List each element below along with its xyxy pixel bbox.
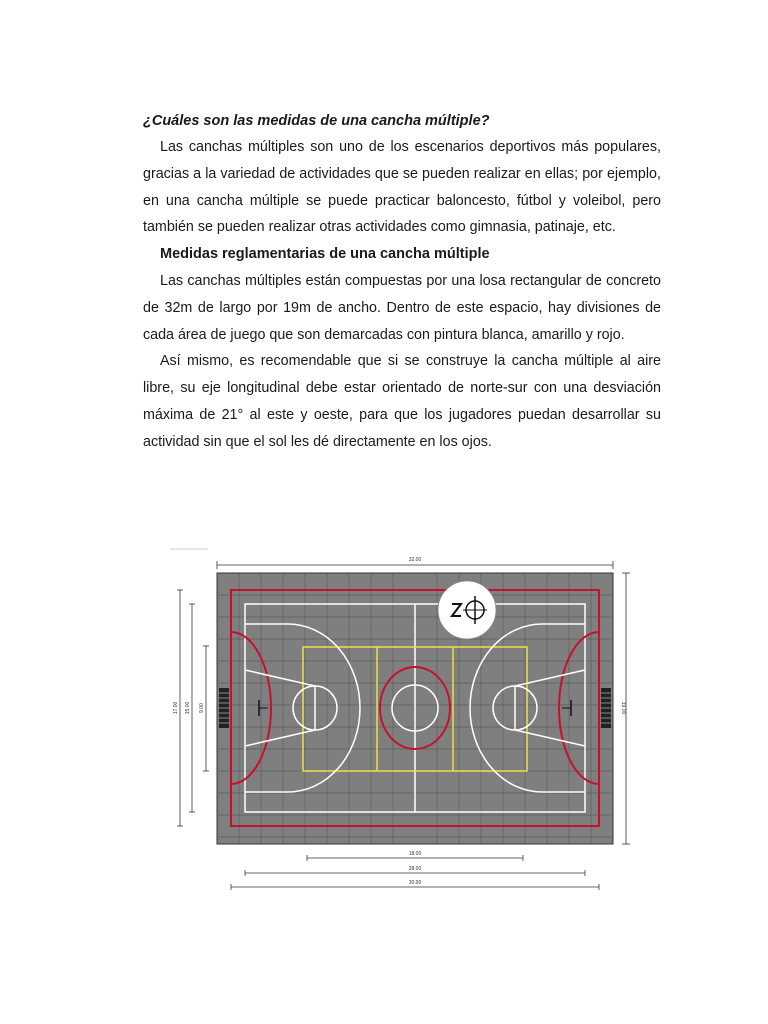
paragraph-intro: Las canchas múltiples son uno de los escenarios deportivos más populares, gracias a la variedad de actividades que se pueden realizar en ellas; por ejemplo, en una cancha múltiple se puede practicar baloncesto, fútbol y voleibol, pero también se pueden realizar otras actividades como gimnasia, patinaje, etc. (143, 139, 661, 236)
dimension-bottom-2-label: 28.00 (408, 866, 422, 872)
dimension-bottom-3-label: 30.00 (408, 880, 422, 886)
paragraph-orientation: Así mismo, es recomendable que si se construye la cancha múltiple al aire libre, su eje longitudinal debe estar orientado de norte-sur con una desviación máxima de 21° al este y oeste, para que los jugadores puedan desarrollar su actividad sin que el sol les dé directamente en los ojos. (143, 353, 661, 450)
right-goal (601, 688, 611, 728)
dimension-left-mid-label: 15.00 (185, 701, 191, 715)
court-diagram (170, 546, 632, 892)
dimension-left-outer-label: 17.00 (173, 701, 179, 715)
paragraph-dimensions: Las canchas múltiples están compuestas por una losa rectangular de concreto de 32m de largo por 19m de ancho. Dentro de este espacio, hay divisiones de cada área de juego que son demarcadas con pintura blanca, amarillo y rojo. (143, 272, 661, 343)
dimension-right (620, 573, 630, 844)
dimension-left-inner (199, 646, 209, 771)
article-title: ¿Cuáles son las medidas de una cancha múltiple? (143, 113, 490, 129)
left-goal (219, 688, 229, 728)
article-body (143, 108, 661, 456)
dimension-left-outer (173, 590, 183, 826)
dimension-left-inner-label: 9.00 (199, 703, 205, 713)
north-arrow-icon (438, 581, 496, 639)
dimension-bottom-1 (307, 851, 523, 861)
dimension-bottom-1-label: 18.00 (408, 851, 422, 857)
dimension-top-label: 32.00 (408, 557, 422, 563)
dimension-right-label: 19.00 (620, 701, 626, 715)
dimension-top (217, 557, 613, 569)
dimension-bottom-3 (231, 880, 599, 890)
dimension-left-mid (185, 604, 195, 812)
dimension-bottom-2 (245, 866, 585, 876)
court-diagram-svg (170, 546, 632, 892)
section-heading: Medidas reglamentarias de una cancha múltiple (160, 246, 490, 263)
